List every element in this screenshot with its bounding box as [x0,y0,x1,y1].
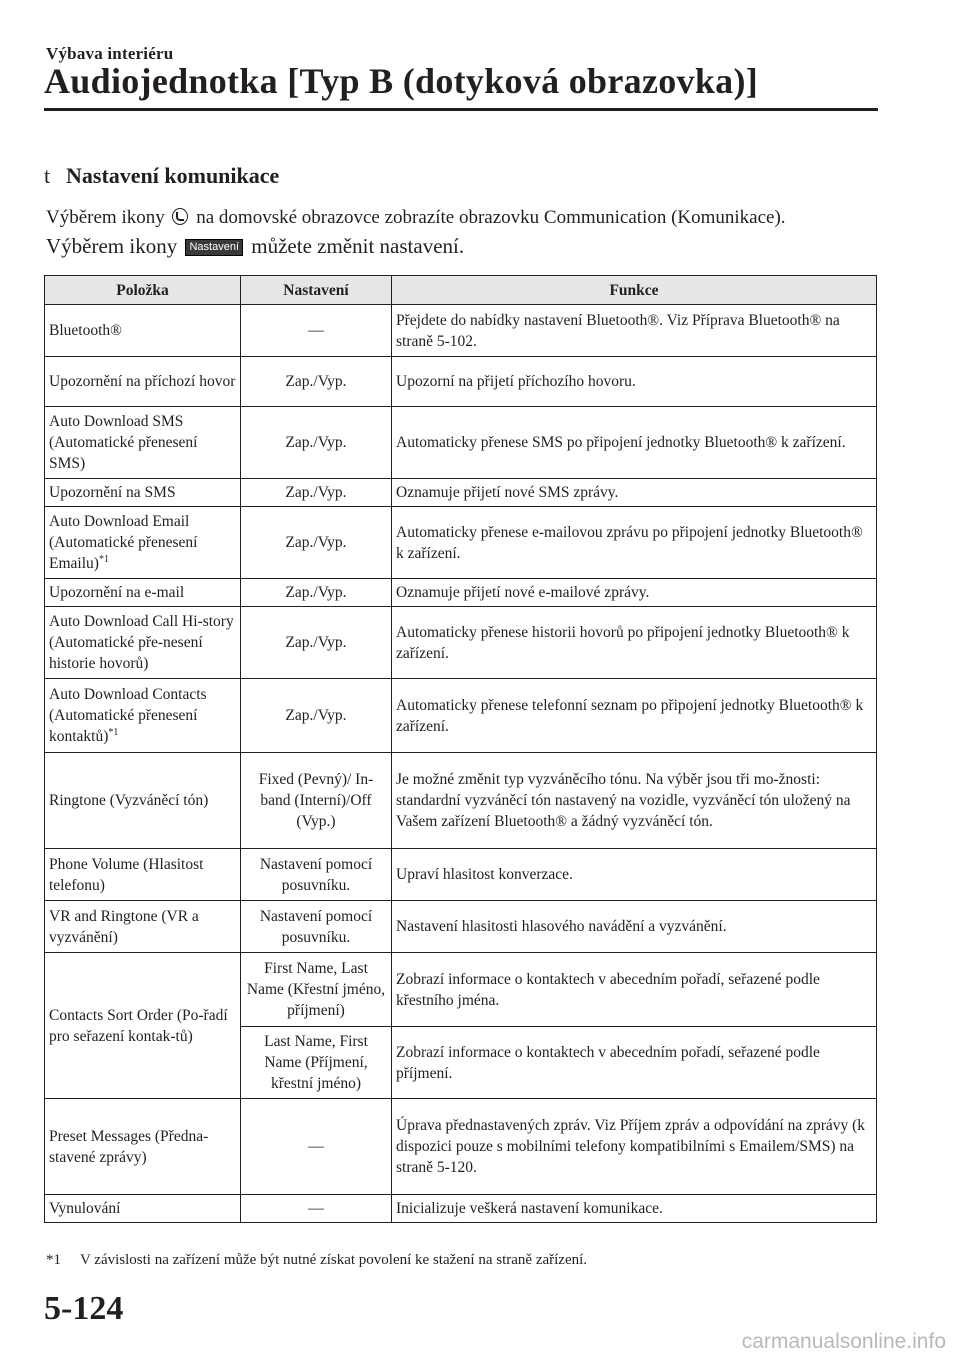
cell-item: Phone Volume (Hlasitost telefonu) [45,849,241,901]
footnote-ref: *1 [108,727,119,738]
cell-function: Nastavení hlasitosti hlasového navádění a vyzvánění. [392,901,877,953]
table-row [45,1195,877,1223]
cell-setting: Zap./Vyp. [241,679,392,753]
cell-item: Preset Messages (Předna-stavené zprávy) [45,1099,241,1195]
cell-item: Auto Download Call Hi-story (Automatické pře-nesení historie hovorů) [45,607,241,679]
cell-function: Upozorní na přijetí příchozího hovoru. [392,357,877,407]
subheading-text: Nastavení komunikace [66,163,280,188]
cell-setting: — [241,1099,392,1195]
subheading [44,163,279,189]
cell-function: Automaticky přenese telefonní seznam po připojení jednotky Bluetooth® k zařízení. [392,679,877,753]
cell-setting: Nastavení pomocí posuvníku. [241,901,392,953]
cell-function: Úprava přednastavených zpráv. Viz Příjem zpráv a odpovídání na zprávy (k dispozici pouze s mobilními telefony kompatibilními s Emailem/SMS) na straně 5-120. [392,1099,877,1195]
cell-setting: Last Name, First Name (Příjmení, křestní jméno) [241,1027,392,1099]
cell-item: Auto Download SMS (Automatické přenesení SMS) [45,407,241,479]
cell-function: Zobrazí informace o kontaktech v abecedním pořadí, seřazené podle křestního jména. [392,953,877,1027]
footnote-text: V závislosti na zařízení může být nutné získat povolení ke stažení na straně zařízení. [80,1252,588,1268]
table-row [45,305,877,357]
cell-item: Upozornění na příchozí hovor [45,357,241,407]
intro-2-after: můžete změnit nastavení. [251,234,465,258]
intro-line-2 [46,234,464,259]
cell-item: VR and Ringtone (VR a vyzvánění) [45,901,241,953]
watermark: carmanualsonline.info [741,1330,946,1353]
intro-1-after: na domovské obrazovce zobrazíte obrazovku Communication (Komunikace). [196,207,786,228]
cell-function: Oznamuje přijetí nové SMS zprávy. [392,479,877,507]
cell-setting: — [241,305,392,357]
cell-setting: — [241,1195,392,1223]
cell-item: Upozornění na e-mail [45,579,241,607]
page-number: 5-124 [44,1290,124,1327]
cell-item [45,507,241,579]
intro-line-1 [46,207,786,229]
cell-setting: Zap./Vyp. [241,607,392,679]
footnote [46,1252,587,1269]
cell-item-text: Auto Download Email (Automatické přenesení Emailu) [49,513,198,572]
table-row [45,607,877,679]
table-row [45,753,877,849]
title-divider [44,108,878,111]
cell-setting: First Name, Last Name (Křestní jméno, příjmení) [241,953,392,1027]
table-row [45,479,877,507]
cell-function: Upraví hlasitost konverzace. [392,849,877,901]
table-header-row [45,276,877,305]
cell-function: Přejdete do nabídky nastavení Bluetooth®. Viz Příprava Bluetooth® na straně 5-102. [392,305,877,357]
footnote-ref: *1 [98,554,109,565]
table-row [45,579,877,607]
cell-item: Ringtone (Vyzváněcí tón) [45,753,241,849]
cell-item [45,679,241,753]
cell-function: Automaticky přenese SMS po připojení jednotky Bluetooth® k zařízení. [392,407,877,479]
cell-setting: Zap./Vyp. [241,357,392,407]
header-function: Funkce [392,276,877,305]
subheading-marker: t [44,163,51,188]
cell-setting: Zap./Vyp. [241,507,392,579]
phone-icon [172,208,188,225]
header-item: Položka [45,276,241,305]
table-row [45,849,877,901]
cell-function: Oznamuje přijetí nové e-mailové zprávy. [392,579,877,607]
cell-setting: Zap./Vyp. [241,479,392,507]
cell-function: Automaticky přenese historii hovorů po připojení jednotky Bluetooth® k zařízení. [392,607,877,679]
cell-item: Contacts Sort Order (Po-řadí pro seřazení kontak-tů) [45,953,241,1099]
header-setting: Nastavení [241,276,392,305]
cell-setting: Nastavení pomocí posuvníku. [241,849,392,901]
cell-item-text: Auto Download Contacts (Automatické přenesení kontaktů) [49,686,207,745]
intro-2-before: Výběrem ikony [46,234,178,258]
page-title: Audiojednotka [Typ B (dotyková obrazovka)] [44,61,759,101]
cell-function: Je možné změnit typ vyzváněcího tónu. Na výběr jsou tři mo-žnosti: standardní vyzváněcí tón nastavený na vozidle, vyzváněcí tón uložený na Vašem zařízení Bluetooth® a žádný vyzváněcí tón. [392,753,877,849]
table-row [45,953,877,1027]
cell-setting: Zap./Vyp. [241,407,392,479]
table-row [45,901,877,953]
cell-function: Inicializuje veškerá nastavení komunikace. [392,1195,877,1223]
footnote-mark: *1 [46,1252,61,1268]
cell-item: Vynulování [45,1195,241,1223]
table-row [45,507,877,579]
table-row [45,357,877,407]
cell-function: Zobrazí informace o kontaktech v abecedním pořadí, seřazené podle příjmení. [392,1027,877,1099]
table-row [45,407,877,479]
settings-table [44,275,877,1223]
table-row [45,679,877,753]
cell-item: Upozornění na SMS [45,479,241,507]
section-label: Výbava interiéru [46,44,174,63]
table-row [45,1099,877,1195]
cell-item: Bluetooth® [45,305,241,357]
settings-button-icon: Nastavení [185,239,243,256]
cell-setting: Fixed (Pevný)/ In-band (Interní)/Off (Vyp.) [241,753,392,849]
cell-setting: Zap./Vyp. [241,579,392,607]
intro-1-before: Výběrem ikony [46,207,165,228]
cell-function: Automaticky přenese e-mailovou zprávu po připojení jednotky Bluetooth® k zařízení. [392,507,877,579]
